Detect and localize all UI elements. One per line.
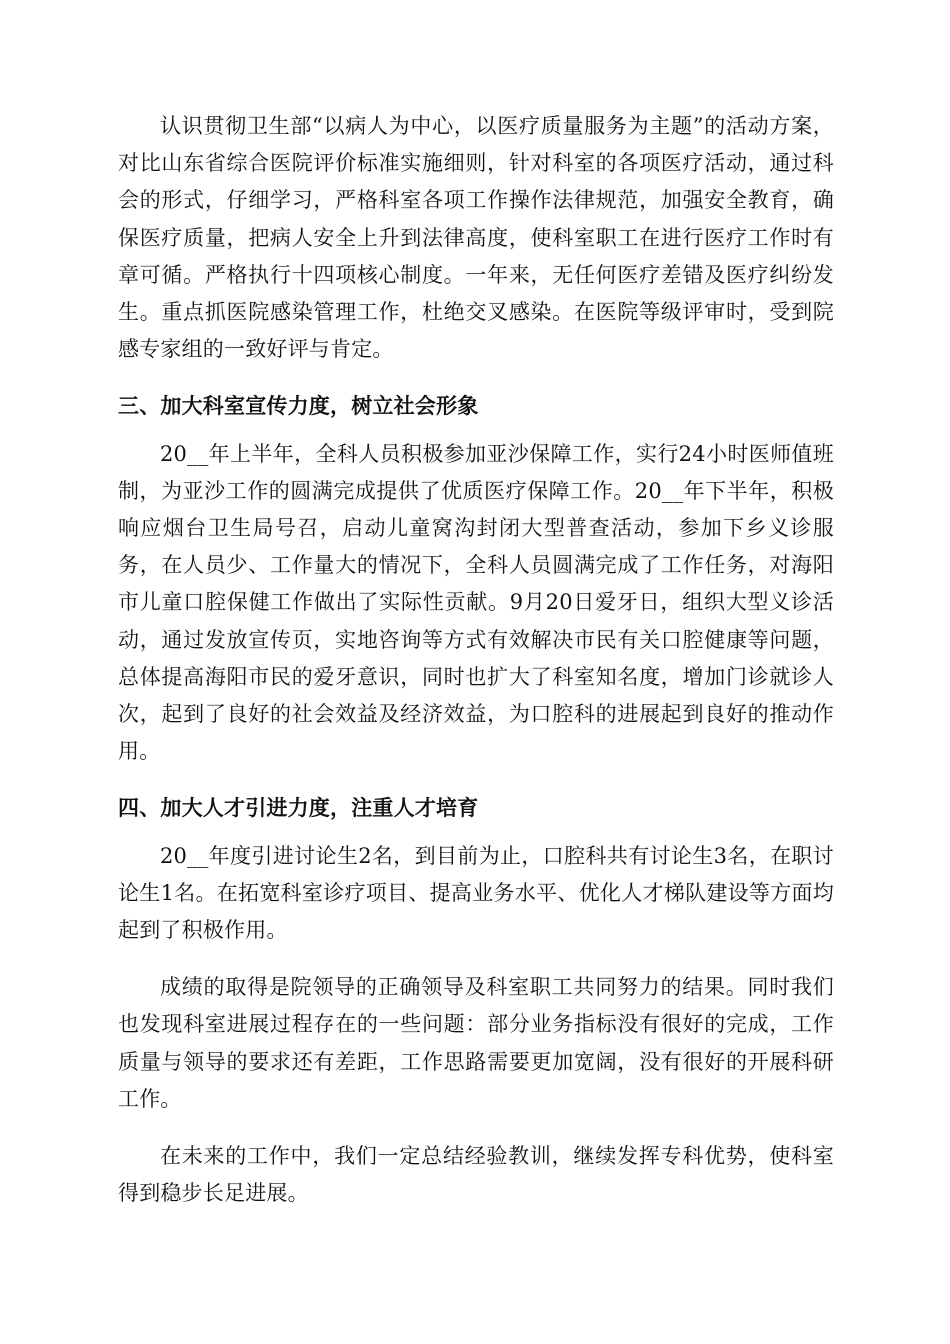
section-heading-talent: 四、加大人才引进力度，注重人才培育 [118, 796, 479, 821]
document-page [118, 108, 834, 1232]
section-heading-publicity: 三、加大科室宣传力度，树立社会形象 [118, 394, 479, 419]
paragraph-achievements-problems: 成绩的取得是院领导的正确领导及科室职工共同努力的结果。同时我们也发现科室进展过程存在的一些问题：部分业务指标没有很好的完成，工作质量与领导的要求还有差距，工作思路需要更加宽阔，没有很好的开展科研工作。 [118, 975, 834, 1111]
paragraph-quality-management: 认识贯彻卫生部“以病人为中心，以医疗质量服务为主题”的活动方案，对比山东省综合医院评价标准实施细则，针对科室的各项医疗活动，通过科会的形式，仔细学习，严格科室各项工作操作法律规范，加强安全教育，确保医疗质量，把病人安全上升到法律高度，使科室职工在进行医疗工作时有章可循。严格执行十四项核心制度。一年来，无任何医疗差错及医疗纠纷发生。重点抓医院感染管理工作，杜绝交叉感染。在医院等级评审时，受到院感专家组的一致好评与肯定。 [118, 114, 834, 362]
paragraph-talent-introduction: 20__年度引进讨论生2名，到目前为止，口腔科共有讨论生3名，在职讨论生1名。在拓宽科室诊疗项目、提高业务水平、优化人才梯队建设等方面均起到了积极作用。 [118, 843, 834, 943]
paragraph-publicity-activities: 20__年上半年，全科人员积极参加亚沙保障工作，实行24小时医师值班制，为亚沙工作的圆满完成提供了优质医疗保障工作。20__年下半年，积极响应烟台卫生局号召，启动儿童窝沟封闭大型普查活动，参加下乡义诊服务，在人员少、工作量大的情况下，全科人员圆满完成了工作任务，对海阳市儿童口腔保健工作做出了实际性贡献。9月20日爱牙日，组织大型义诊活动，通过发放宣传页，实地咨询等方式有效解决市民有关口腔健康等问题，总体提高海阳市民的爱牙意识，同时也扩大了科室知名度，增加门诊就诊人次，起到了良好的社会效益及经济效益，为口腔科的进展起到良好的推动作用。 [118, 441, 834, 764]
paragraph-future-work: 在未来的工作中，我们一定总结经验教训，继续发挥专科优势，使科室得到稳步长足进展。 [118, 1144, 834, 1206]
